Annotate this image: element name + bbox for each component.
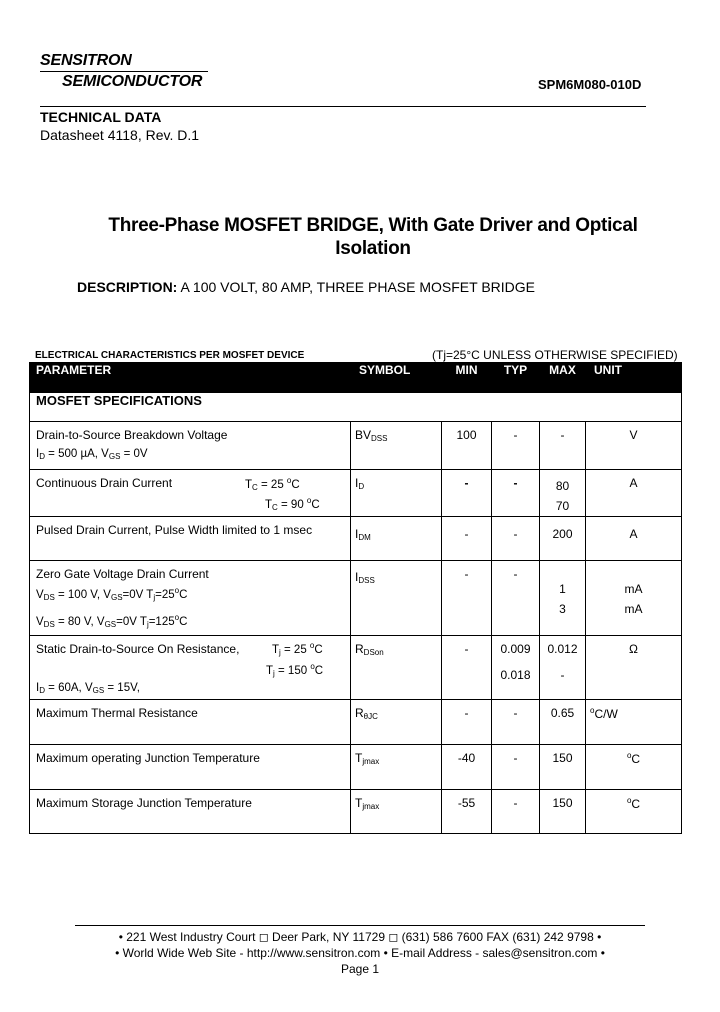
param-text: Zero Gate Voltage Drain Current (36, 567, 209, 581)
param-cell (30, 470, 351, 517)
datasheet-ref: Datasheet 4118, Rev. D.1 (40, 127, 200, 143)
unit-cell: A (586, 470, 682, 517)
param-condition: $T_j = 150$ $^o$C (266, 662, 324, 678)
max-cell: 150 (540, 790, 586, 834)
doc-type: TECHNICAL DATA (40, 109, 162, 125)
max-cell: 200 (540, 517, 586, 561)
footer-rule (75, 925, 645, 926)
col-typ: TYP (492, 363, 540, 393)
table-row (30, 700, 682, 745)
footer-address: • 221 West Industry Court ◻ Deer Park, NY 11729 ◻ (631) 586 7600 FAX (631) 242 9798 • (118, 930, 602, 944)
max-cell: 150 (540, 745, 586, 790)
typ-cell: - (492, 470, 540, 517)
param-text: Drain-to-Source Breakdown Voltage (36, 428, 228, 442)
table-row (30, 561, 682, 636)
param-condition: $T_C = 25$ $^o$C (245, 476, 300, 492)
param-condition: $V_{DS} = 80$ V, $V_{GS}=0V$ $T_j=125^oC$ (36, 613, 188, 629)
section-title: MOSFET SPECIFICATIONS (30, 393, 682, 422)
typ-cell: - (492, 517, 540, 561)
min-cell: 100 (442, 422, 492, 470)
symbol-cell: $T_{jmax}$ (351, 745, 442, 790)
title-line2: Isolation (335, 238, 411, 259)
table-row (30, 517, 682, 561)
symbol-cell: $R_{DSon}$ (351, 636, 442, 700)
col-parameter: PARAMETER (30, 363, 351, 393)
param-condition: $I_D = 500$ µA, $V_{GS} = 0V$ (36, 448, 148, 461)
min-cell: -40 (442, 745, 492, 790)
unit-cell: Ω (586, 636, 682, 700)
page-title (40, 214, 706, 260)
section-row (30, 393, 682, 422)
unit-cell: $^o$C (586, 790, 682, 834)
title-line1: Three-Phase MOSFET BRIDGE, With Gate Driver and Optical (108, 215, 638, 236)
table-row (30, 790, 682, 834)
min-cell: - (442, 636, 492, 700)
min-cell: - (442, 700, 492, 745)
table-row (30, 745, 682, 790)
unit-cell: V (586, 422, 682, 470)
param-cell (30, 422, 351, 470)
header-rule (40, 106, 646, 107)
param-cell (30, 561, 351, 636)
spec-table (29, 362, 682, 834)
col-symbol: SYMBOL (351, 363, 442, 393)
min-cell: - (442, 517, 492, 561)
max-cell: 1 3 (540, 561, 586, 636)
table-row (30, 422, 682, 470)
typ-cell: - (492, 700, 540, 745)
page-number: Page 1 (340, 962, 380, 976)
table-row (30, 470, 682, 517)
param-condition: $V_{DS} = 100$ V, $V_{GS}=0V$ $T_j=25^oC$ (36, 586, 188, 602)
footer (40, 929, 680, 977)
symbol-cell: $I_D$ (351, 470, 442, 517)
table-caption-right: (Tj=25°C UNLESS OTHERWISE SPECIFIED) (432, 348, 678, 362)
symbol-cell: $I_{DSS}$ (351, 561, 442, 636)
symbol-cell: $BV_{DSS}$ (351, 422, 442, 470)
param-text: Continuous Drain Current (36, 476, 173, 490)
param-cell: Maximum Storage Junction Temperature (30, 790, 351, 834)
table-header-row (30, 363, 682, 393)
company-name-line2: SEMICONDUCTOR (62, 73, 203, 90)
table-row (30, 636, 682, 700)
col-max: MAX (540, 363, 586, 393)
max-cell: 80 70 (540, 470, 586, 517)
typ-cell: - (492, 745, 540, 790)
symbol-cell: $R_{\theta JC}$ (351, 700, 442, 745)
description-label: DESCRIPTION: (77, 279, 178, 295)
company-name-line1: SENSITRON (40, 52, 132, 69)
typ-cell: - (492, 561, 540, 636)
max-cell: 0.012 - (540, 636, 586, 700)
param-cell: Maximum Thermal Resistance (30, 700, 351, 745)
logo-underline (40, 71, 208, 72)
typ-cell: - (492, 790, 540, 834)
col-min: MIN (442, 363, 492, 393)
param-condition: $T_j = 25$ $^o$C (272, 641, 323, 657)
unit-cell: mA mA (586, 561, 682, 636)
part-number: SPM6M080-010D (538, 77, 642, 92)
footer-web: • World Wide Web Site - http://www.sensitron.com • E-mail Address - sales@sensitron.com • (115, 946, 605, 960)
param-cell: Maximum operating Junction Temperature (30, 745, 351, 790)
max-cell: 0.65 (540, 700, 586, 745)
symbol-cell: $I_{DM}$ (351, 517, 442, 561)
description-text: A 100 VOLT, 80 AMP, THREE PHASE MOSFET BRIDGE (177, 279, 535, 295)
table-caption-left: ELECTRICAL CHARACTERISTICS PER MOSFET DEVICE (35, 350, 305, 361)
typ-cell: 0.009 0.018 (492, 636, 540, 700)
unit-cell: $^o$C (586, 745, 682, 790)
col-unit: UNIT (586, 363, 682, 393)
min-cell: - (442, 561, 492, 636)
param-text: Static Drain-to-Source On Resistance, (36, 642, 240, 656)
param-cell (30, 636, 351, 700)
param-cell: Pulsed Drain Current, Pulse Width limited to 1 msec (30, 517, 351, 561)
min-cell: -55 (442, 790, 492, 834)
param-condition: $T_C = 90$ $^o$C (265, 496, 320, 512)
param-condition: $I_D = 60A$, $V_{GS} = 15V$, (36, 682, 140, 695)
min-cell: - (442, 470, 492, 517)
max-cell: - (540, 422, 586, 470)
symbol-cell: $T_{jmax}$ (351, 790, 442, 834)
typ-cell: - (492, 422, 540, 470)
unit-cell: $^o$C/W (586, 700, 682, 745)
unit-cell: A (586, 517, 682, 561)
description (77, 279, 535, 295)
